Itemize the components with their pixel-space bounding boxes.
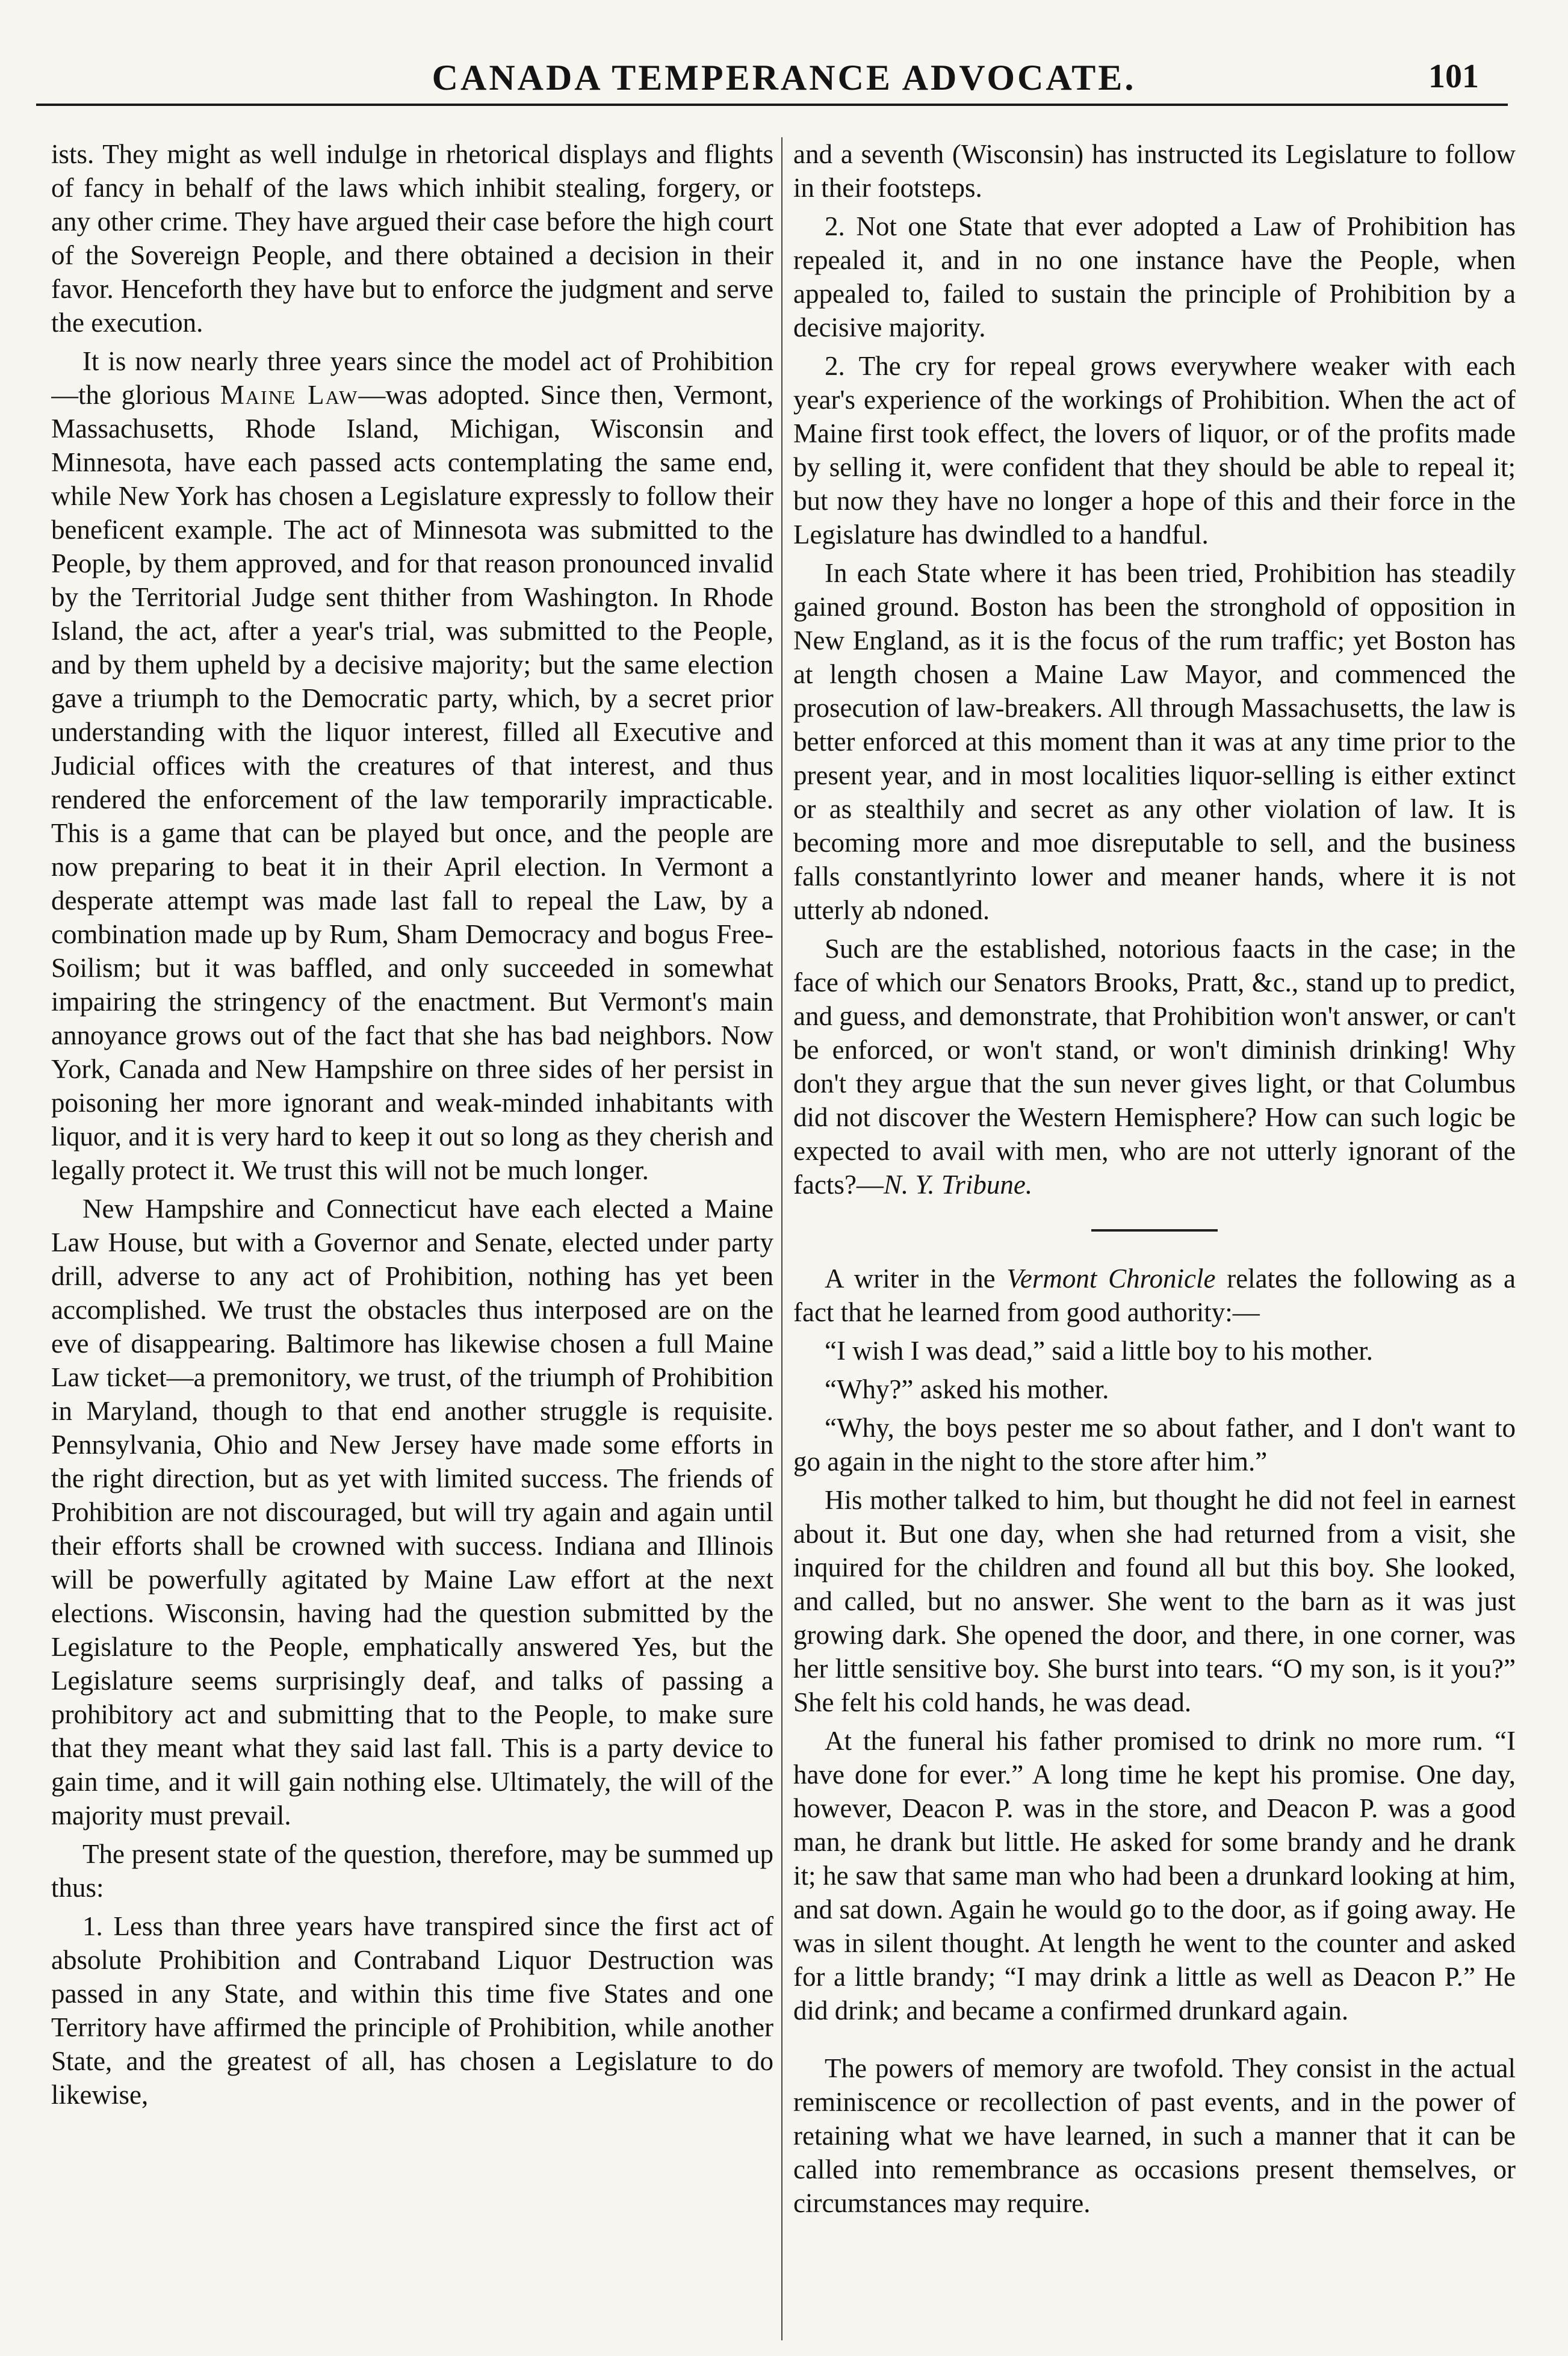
- tribune-source: N. Y. Tribune.: [883, 1170, 1033, 1200]
- running-title: CANADA TEMPERANCE ADVOCATE.: [432, 58, 1136, 98]
- right-paragraph-10: His mother talked to him, but thought he did not feel in earnest about it. But one day, when she had returned from a visit, she inquired for the children and found all but this boy. She looked, and called, but no answer. She went to the barn as it was just growing dark. She opened the door, and there, in one corner, was her little sensitive boy. She burst into tears. “O my son, is it you?” She felt his cold hands, he was dead.: [793, 1485, 1516, 1717]
- left-paragraph-5: 1. Less than three years have transpired since the first act of absolute Prohibition and Contraband Liquor Destruction was passed in any State, and within this time five States and one Territory have affirmed the principle of Prohibition, while another State, and the greatest of all, has chosen a Legislature to do likewise,: [51, 1911, 773, 2110]
- right-column: [793, 137, 1516, 2340]
- right-paragraph-5: Such are the established, notorious faacts in the case; in the face of which our Senators Brooks, Pratt, &c., stand up to predict, and guess, and demonstrate, that Prohibition won't answer, or can't be enforced, or won't stand, or won't diminish drinking! Why don't they argue that the sun never gives light, or that Columbus did not discover the Western Hemisphere? How can such logic be expected to avail with men, who are not utterly ignorant of the facts?—N. Y. Tribune.: [793, 934, 1516, 1200]
- right-paragraph-1: and a seventh (Wisconsin) has instructed its Legislature to follow in their footsteps.: [793, 139, 1516, 203]
- right-paragraph-11: At the funeral his father promised to drink no more rum. “I have done for ever.” A long time he kept his promise. One day, however, Deacon P. was in the store, and Deacon P. was a good man, he drank but little. He asked for some brandy and he drank it; he saw that same man who had been a drunkard looking at him, and sat down. Again he would go to the door, as if going away. He was in silent thought. At length he went to the counter and asked for a little brandy; “I may drink a little as well as Deacon P.” He did drink; and became a confirmed drunkard again.: [793, 1726, 1516, 2026]
- right-paragraph-4: In each State where it has been tried, Prohibition has steadily gained ground. Boston has been the stronghold of opposition in New England, as it is the focus of the rum traffic; yet Boston has at length chosen a Maine Law Mayor, and commenced the prosecution of law-breakers. All through Massachusetts, the law is better enforced at this moment than it was at any time prior to the present year, and in most localities liquor-selling is either extinct or as stealthily and secret as any other violation of law. It is becoming more and moe disreputable to sell, and the business falls constantlyrinto lower and meaner hands, where it is not utterly ab ndoned.: [793, 558, 1516, 925]
- column-divider: [781, 137, 782, 2340]
- left-column: [51, 137, 773, 2340]
- left-paragraph-3: New Hampshire and Connecticut have each elected a Maine Law House, but with a Governor and Senate, elected under party drill, adverse to any act of Prohibition, nothing has yet been accomplished. We trust the obstacles thus interposed are on the eve of disappearing. Baltimore has likewise chosen a full Maine Law ticket—a premonitory, we trust, of the triumph of Prohibition in Maryland, though to that end another struggle is requisite. Pennsylvania, Ohio and New Jersey have made some efforts in the right direction, but as yet with limited success. The friends of Prohibition are not discouraged, but will try again and again until their efforts shall be crowned with success. Indiana and Illinois will be powerfully agitated by Maine Law effort at the next elections. Wisconsin, having had the question submitted by the Legislature to the People, emphatically answered Yes, but the Legislature seems surprisingly deaf, and talks of passing a prohibitory act and submitting that to the People, to make sure that they meant what they said last fall. This is a party device to gain time, and it will gain nothing else. Ultimately, the will of the majority must prevail.: [51, 1194, 773, 1831]
- right-paragraph-2: 2. Not one State that ever adopted a Law of Prohibition has repealed it, and in no one instance have the People, when appealed to, failed to sustain the principle of Prohibition by a decisive majority.: [793, 211, 1516, 343]
- left-paragraph-4: The present state of the question, therefore, may be summed up thus:: [51, 1839, 773, 1903]
- vermont-chronicle-title: Vermont Chronicle: [1006, 1263, 1216, 1294]
- left-paragraph-2: It is now nearly three years since the model act of Prohibition—the glorious Maine Law—was adopted. Since then, Vermont, Massachusetts, Rhode Island, Michigan, Wisconsin and Minnesota, have each passed acts contemplating the same end, while New York has chosen a Legislature expressly to follow their beneficent example. The act of Minnesota was submitted to the People, by them approved, and for that reason pronounced invalid by the Territorial Judge sent thither from Washington. In Rhode Island, the act, after a year's trial, was submitted to the People, and by them upheld by a decisive majority; but the same election gave a triumph to the Democratic party, which, by a secret prior understanding with the liquor interest, filled all Executive and Judicial offices with the creatures of that interest, and thus rendered the enforcement of the law temporarily impracticable. This is a game that can be played but once, and the people are now preparing to beat it in their April election. In Vermont a desperate attempt was made last fall to repeal the Law, by a combination made up by Rum, Sham Democracy and bogus Free-Soilism; but it was baffled, and only succeeded in somewhat impairing the stringency of the enactment. But Vermont's main annoyance grows out of the fact that she has bad neighbors. Now York, Canada and New Hampshire on three sides of her persist in poisoning her more ignorant and weak-minded inhabitants with liquor, and it is very hard to keep it out so long as they cherish and legally protect it. We trust this will not be much longer.: [51, 346, 773, 1185]
- page-number: 101: [1428, 58, 1479, 95]
- right-paragraph-9: “Why, the boys pester me so about father, and I don't want to go again in the night to the store after him.”: [793, 1413, 1516, 1477]
- header-rule: [36, 104, 1508, 106]
- right-paragraph-12: The powers of memory are twofold. They consist in the actual reminiscence or recollection of past events, and in the power of retaining what we have learned, in such a manner that it can be called into remembrance as occasions present themselves, or circumstances may require.: [793, 2053, 1516, 2218]
- right-paragraph-6: A writer in the Vermont Chronicle relates the following as a fact that he learned from good authority:—: [793, 1263, 1516, 1327]
- article-separator: [1091, 1229, 1218, 1232]
- left-paragraph-1: ists. They might as well indulge in rhetorical displays and flights of fancy in behalf of the laws which inhibit stealing, forgery, or any other crime. They have argued their case before the high court of the Sovereign People, and there obtained a decision in their favor. Henceforth they have but to enforce the judgment and serve the execution.: [51, 139, 773, 338]
- maine-law-term: Maine Law: [220, 380, 359, 410]
- right-paragraph-8: “Why?” asked his mother.: [825, 1374, 1109, 1404]
- right-paragraph-3: 2. The cry for repeal grows everywhere weaker with each year's experience of the workings of Prohibition. When the act of Maine first took effect, the lovers of liquor, or of the profits made by selling it, were confident that they should be able to repeal it; but now they have no longer a hope of this and their force in the Legislature has dwindled to a handful.: [793, 351, 1516, 550]
- right-paragraph-7: “I wish I was dead,” said a little boy to his mother.: [825, 1336, 1374, 1366]
